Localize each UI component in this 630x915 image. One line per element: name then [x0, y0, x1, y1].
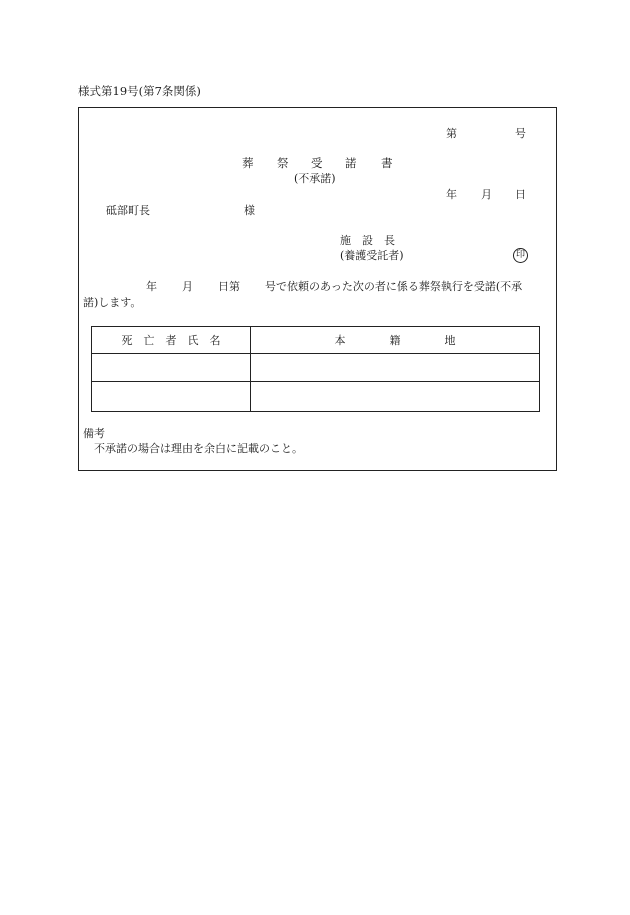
document-number-suffix: 号 [515, 127, 526, 140]
notes-text: 不承諾の場合は理由を余白に記載のこと。 [94, 442, 303, 455]
date-month: 月 [481, 188, 492, 201]
document-subtitle: (不承諾) [294, 172, 336, 185]
table-row [92, 382, 540, 412]
body-line2: 諾)します。 [83, 296, 142, 309]
title-char: 諾 [345, 156, 357, 170]
table-row [92, 354, 540, 382]
cell-deceased-name[interactable] [92, 382, 251, 412]
header-registered-domicile: 本 籍 地 [251, 327, 540, 354]
body-month: 月 [182, 280, 193, 293]
seal-icon: 印 [513, 248, 528, 263]
honorific: 様 [244, 204, 255, 217]
cell-deceased-name[interactable] [92, 354, 251, 382]
title-char: 祭 [277, 156, 289, 170]
addressee: 砥部町長 [106, 204, 150, 217]
header-deceased-name: 死 亡 者 氏 名 [92, 327, 251, 354]
title-char: 書 [381, 156, 393, 170]
cell-registered-domicile[interactable] [251, 354, 540, 382]
issuer-title-char: 長 [384, 234, 395, 247]
issuer-title-char: 設 [362, 234, 373, 247]
seal-mark [513, 248, 528, 263]
title-char: 受 [311, 156, 323, 170]
issuer-subtitle: (養護受託者) [340, 249, 404, 262]
body-year: 年 [146, 280, 157, 293]
table-header-row [92, 327, 540, 354]
body-line1: 号で依頼のあった次の者に係る葬祭執行を受諾(不承 [265, 280, 523, 293]
title-char: 葬 [242, 156, 254, 170]
notes-label: 備考 [83, 427, 105, 440]
date-day: 日 [515, 188, 526, 201]
body-day-number: 日第 [218, 280, 240, 293]
document-number-prefix: 第 [446, 127, 457, 140]
form-caption: 様式第19号(第7条関係) [78, 84, 201, 98]
date-year: 年 [446, 188, 457, 201]
deceased-table [91, 326, 540, 412]
cell-registered-domicile[interactable] [251, 382, 540, 412]
issuer-title-char: 施 [340, 234, 351, 247]
